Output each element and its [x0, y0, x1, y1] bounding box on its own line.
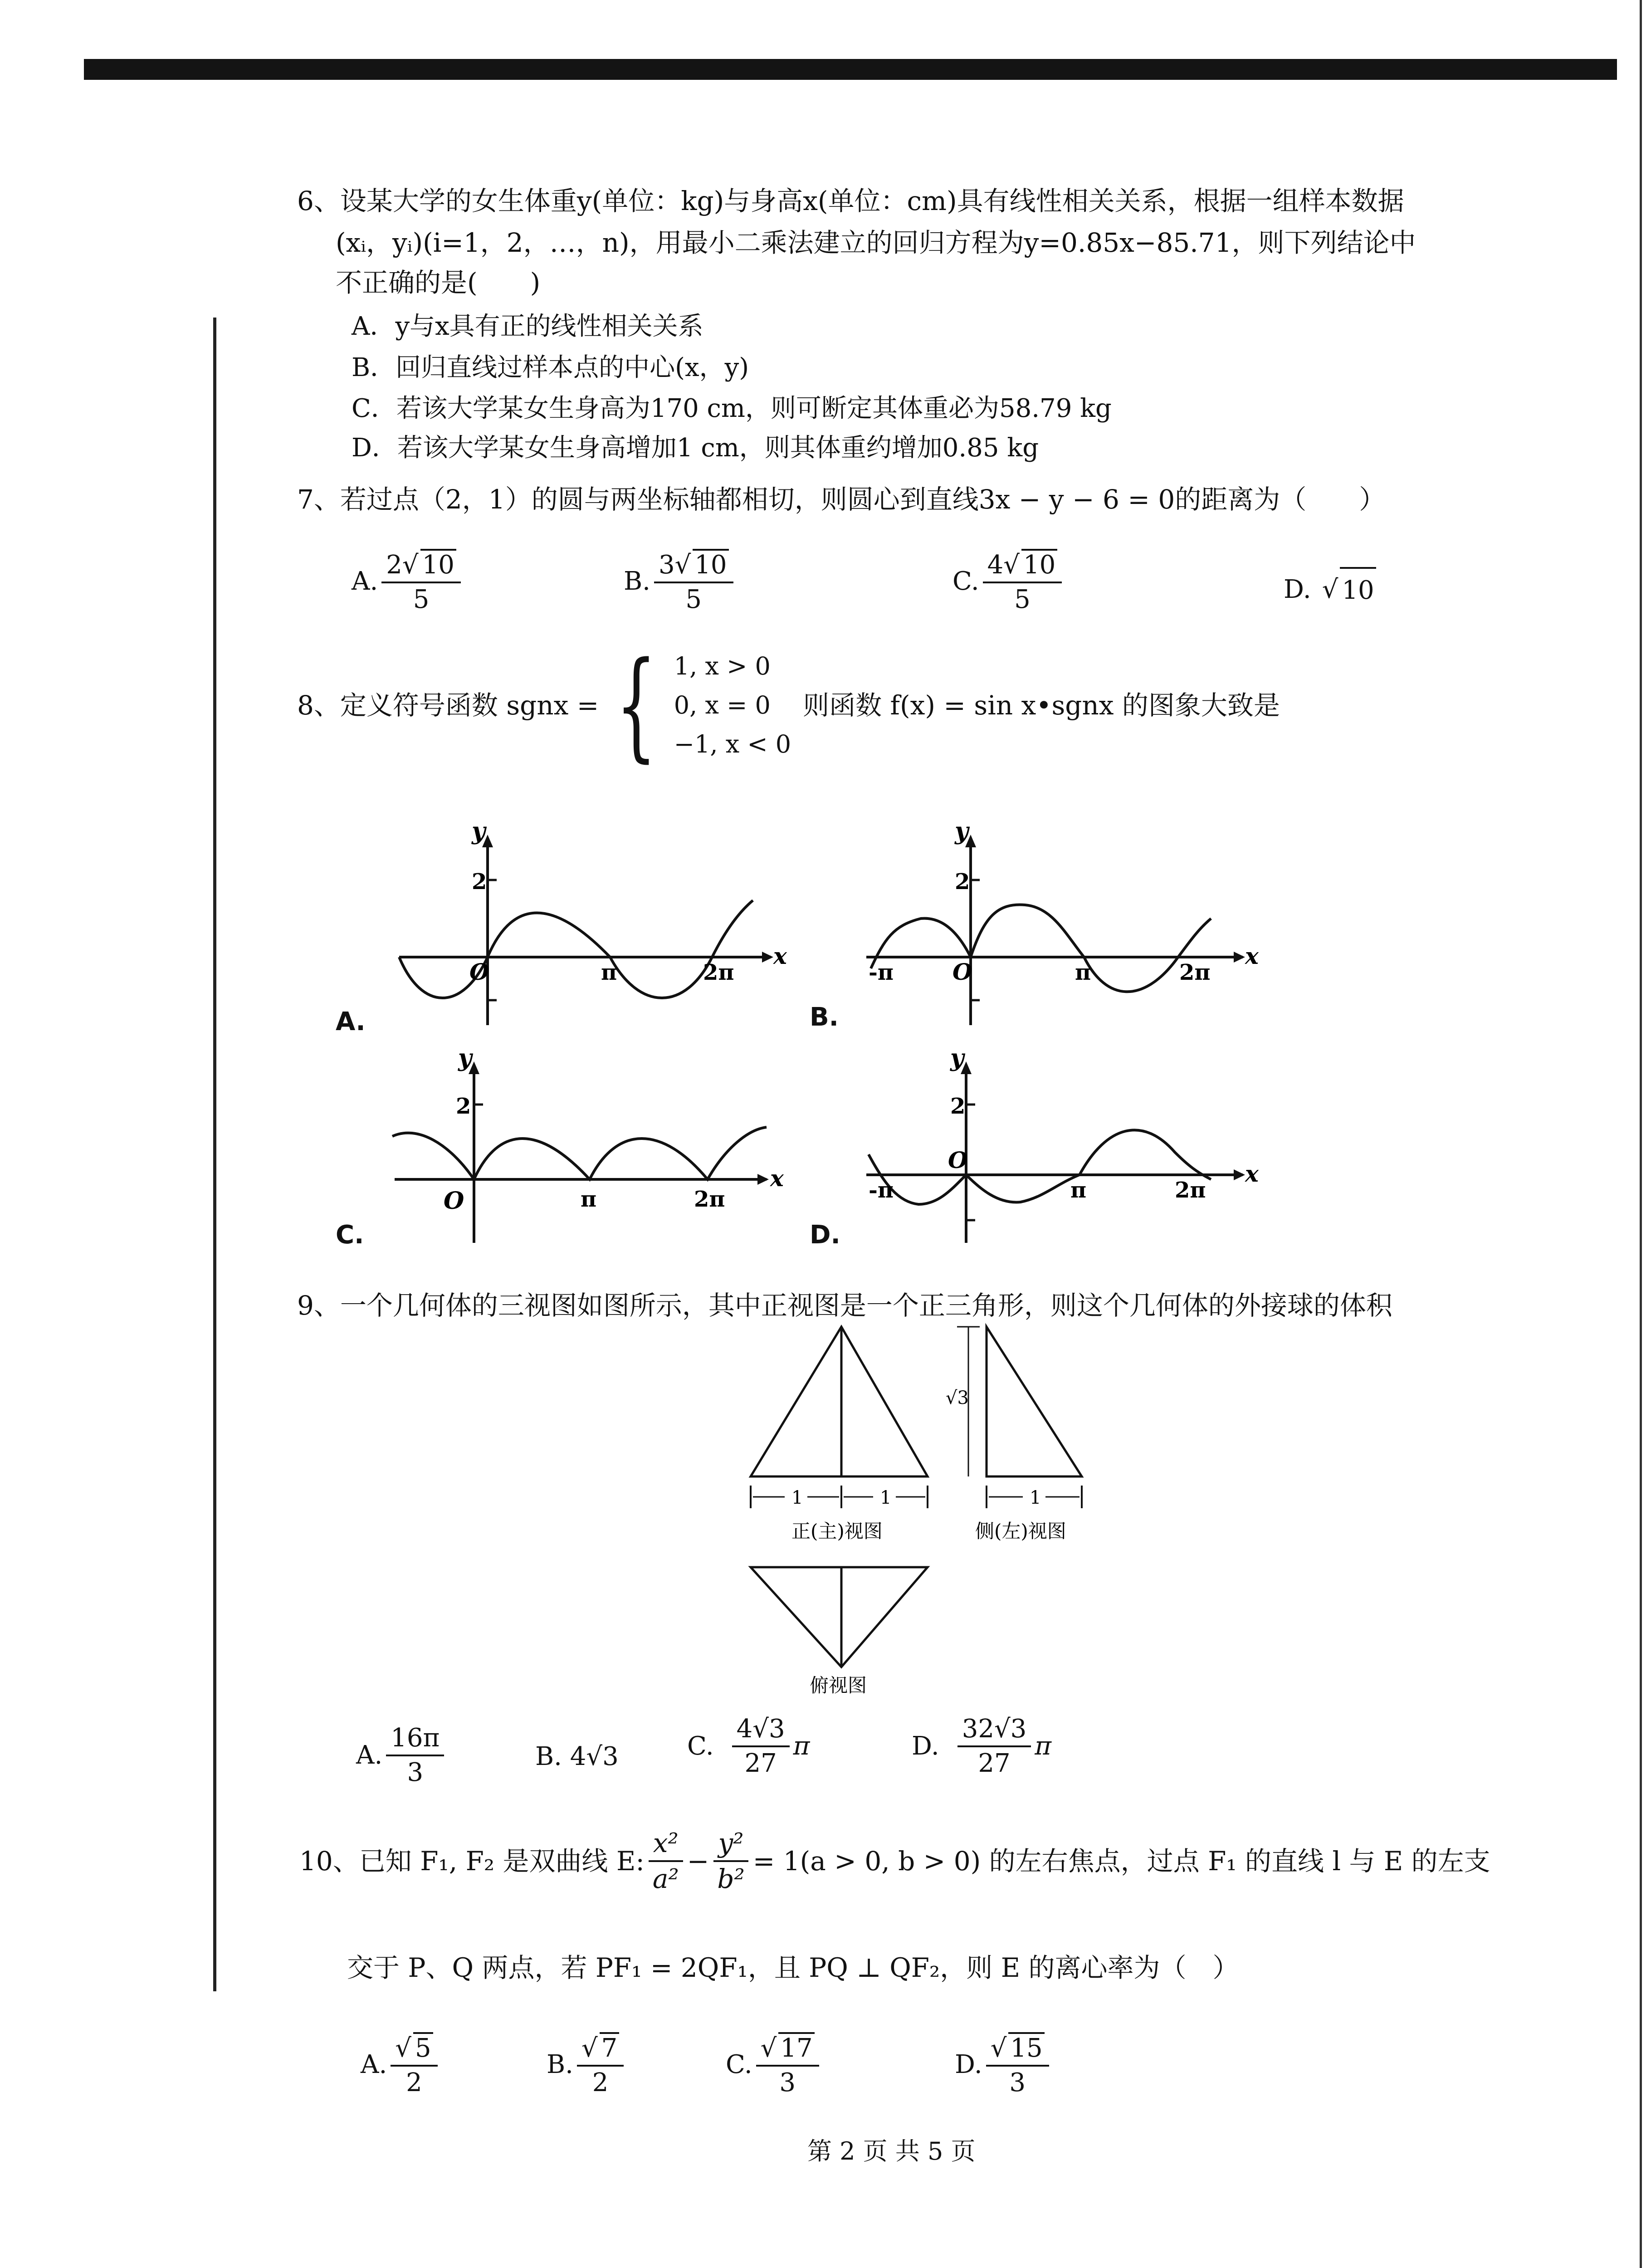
- top-view-triangle: [751, 1567, 928, 1667]
- graph-b-origin: O: [952, 958, 972, 985]
- q7-a-coef: 2: [386, 550, 402, 580]
- q9-a-den: 3: [407, 1758, 424, 1788]
- q6-line3: 不正确的是( ): [336, 267, 541, 298]
- q10-line2: 交于 P、Q 两点，若 PF₁ = 2QF₁，且 PQ ⊥ QF₂，则 E 的离心率为（ ）: [347, 1952, 1239, 1983]
- q7-option-b-label: B.: [624, 567, 650, 596]
- q9-option-b: [535, 1735, 619, 1779]
- q10-a-rad: 5: [413, 2032, 433, 2063]
- graph-c-y-tick: 2: [456, 1094, 471, 1119]
- q9-stem: 9、一个几何体的三视图如图所示，其中正视图是一个正三角形，则这个几何体的外接球的体积: [297, 1290, 1392, 1321]
- q7-c-den: 5: [1014, 585, 1031, 615]
- q10-b-den: 2: [592, 2068, 609, 2098]
- q9-d-den: 27: [978, 1749, 1011, 1779]
- graph-c-x-label: x: [770, 1165, 784, 1192]
- side-dim-height: √3: [946, 1388, 969, 1408]
- q10-a-den: 2: [406, 2068, 422, 2098]
- left-margin-rule: [213, 318, 216, 1991]
- q7-b-rad: 10: [693, 549, 728, 580]
- q8-brace: {: [615, 637, 657, 774]
- graph-a-y-tick: 2: [472, 869, 487, 894]
- q9-d-pi: π: [1035, 1731, 1052, 1761]
- side-view-triangle: [987, 1327, 1082, 1476]
- graph-c-curve: [392, 1127, 767, 1179]
- graph-d-curve: [869, 1130, 1211, 1204]
- q9-a-num: 16π: [386, 1724, 444, 1756]
- q8-stem: [297, 637, 1280, 774]
- front-caption: 正(主)视图: [791, 1520, 883, 1542]
- q6-option-c: C．若该大学某女生身高为170 cm，则可断定其体重必为58.79 kg: [352, 394, 1112, 423]
- q9-option-d: [912, 1715, 1051, 1779]
- top-black-bar: [84, 59, 1617, 80]
- q8-suffix: 则函数 f(x) = sin x•sgnx 的图象大致是: [803, 690, 1280, 721]
- graph-b-y-label: y: [955, 817, 969, 845]
- graph-a-curve: [399, 900, 753, 998]
- q9-option-c-label: C.: [687, 1731, 714, 1761]
- q10-prefix: 10、已知 F₁, F₂ 是双曲线 E:: [299, 1845, 645, 1877]
- q10-option-a-label: A.: [361, 2050, 387, 2080]
- q7-b-den: 5: [685, 585, 702, 615]
- q7-option-b-fraction: $\frac{3√ 10}{5}$: [654, 549, 733, 615]
- side-caption: 侧(左)视图: [975, 1520, 1066, 1542]
- graph-b-x-label: x: [1245, 943, 1259, 969]
- graph-d-tick-2pi: 2π: [1175, 1178, 1206, 1203]
- q10-f1-den: a²: [652, 1863, 679, 1894]
- q8-graph-c: [390, 1044, 784, 1258]
- graph-c-label: C.: [336, 1220, 364, 1250]
- graph-c-origin: O: [444, 1187, 464, 1215]
- q7-option-c-label: C.: [952, 567, 979, 596]
- graph-a-x-label: x: [773, 943, 787, 969]
- graph-b-label: B.: [810, 1002, 839, 1032]
- q7-option-d-label: D.: [1284, 575, 1311, 604]
- graph-d-tick-negpi: -π: [869, 1178, 894, 1203]
- graph-b-curve: [871, 904, 1211, 992]
- graph-a-tick-2pi: 2π: [703, 960, 734, 985]
- q8-graph-c-svg: [390, 1044, 784, 1256]
- q6-option-b: B．回归直线过样本点的中心(x，y): [352, 353, 749, 382]
- q7-b-coef: 3: [658, 550, 675, 580]
- q10-option-b-label: B.: [547, 2050, 573, 2080]
- q10-d-rad: 15: [1008, 2032, 1044, 2063]
- q7-a-den: 5: [413, 585, 430, 615]
- q8-case2: 0, x = 0: [674, 691, 771, 719]
- q9-option-a: [356, 1724, 448, 1788]
- q9-d-num: 32√3: [957, 1715, 1031, 1747]
- graph-b-tick-negpi: -π: [869, 960, 894, 985]
- q9-option-a-label: A.: [356, 1740, 383, 1770]
- q9-option-b-value: 4√3: [570, 1742, 619, 1771]
- graph-c-y-label: y: [458, 1044, 472, 1072]
- graph-a-tick-pi: π: [601, 960, 617, 985]
- graph-b-tick-pi: π: [1075, 960, 1091, 985]
- top-caption: 俯视图: [810, 1674, 867, 1696]
- right-edge-shadow: [1640, 0, 1642, 2268]
- q8-graph-a: [395, 817, 787, 1031]
- q7-a-rad: 10: [420, 549, 456, 580]
- q10-option-d-label: D.: [955, 2050, 982, 2080]
- q10-option-c-label: C.: [726, 2050, 752, 2080]
- q8-cases: [674, 647, 791, 764]
- q7-option-c: [952, 549, 1065, 615]
- q8-case3: −1, x < 0: [674, 730, 791, 758]
- graph-d-origin: O: [948, 1147, 968, 1173]
- q9-option-b-label: B.: [535, 1742, 562, 1771]
- q7-d-rad: 10: [1340, 567, 1376, 612]
- graph-b-tick-2pi: 2π: [1179, 960, 1211, 985]
- q10-option-b: B. $\frac{√ 7}{2}$: [547, 2032, 627, 2098]
- q6-option-a: A．y与x具有正的线性相关关系: [352, 312, 703, 341]
- q8-graph-b: [862, 817, 1261, 1031]
- q10-d-den: 3: [1009, 2068, 1026, 2098]
- q10-line1: 10、已知 F₁, F₂ 是双曲线 E: $\frac{\text{x²}}{\text{a²}}$ − $\frac{\text{y²}}{\text{b²}}$ = 1(a > 0, b > 0) 的左右焦点，过点 F₁ 的直线 l 与 E 的左支: [299, 1828, 1490, 1894]
- q10-f1-num: x²: [649, 1828, 683, 1862]
- q7-stem: 7、若过点（2，1）的圆与两坐标轴都相切，则圆心到直线3x − y − 6 = 0的距离为（ ）: [297, 484, 1386, 515]
- q7-option-d: D. √ 10: [1284, 567, 1376, 612]
- q9-c-den: 27: [744, 1749, 777, 1779]
- q8-graph-a-svg: [395, 817, 787, 1030]
- graph-d-y-label: y: [950, 1044, 964, 1072]
- q7-option-a: [352, 549, 464, 615]
- graph-d-label: D.: [810, 1220, 840, 1250]
- q7-c-coef: 4: [987, 550, 1004, 580]
- side-dim-width: 1: [1030, 1487, 1041, 1508]
- q9-views-svg: [744, 1320, 1107, 1696]
- q10-c-den: 3: [779, 2068, 796, 2098]
- q7-option-c-fraction: $\frac{4√ 10}{5}$: [983, 549, 1062, 615]
- graph-a-origin: O: [469, 958, 489, 985]
- q8-prefix: 8、定义符号函数 sgnx =: [297, 690, 599, 721]
- graph-c-tick-pi: π: [581, 1187, 597, 1212]
- q7-option-a-fraction: $\frac{2√ 10}{5}$: [381, 549, 461, 615]
- graph-a-x-arrow: [762, 952, 773, 963]
- graph-b-y-tick: 2: [955, 869, 970, 894]
- q9-option-d-label: D.: [912, 1731, 939, 1761]
- graph-d-x-label: x: [1245, 1160, 1259, 1187]
- graph-d-y-tick: 2: [950, 1094, 966, 1119]
- q10-f2-num: y²: [713, 1828, 748, 1862]
- q8-graph-d: [862, 1044, 1261, 1258]
- q7-c-rad: 10: [1021, 549, 1057, 580]
- q8-graph-b-svg: [862, 817, 1261, 1030]
- graph-d-tick-pi: π: [1070, 1178, 1087, 1203]
- graph-c-tick-2pi: 2π: [694, 1187, 725, 1212]
- q8-graph-d-svg: [862, 1044, 1261, 1256]
- q9-c-pi: π: [793, 1731, 810, 1761]
- graph-a-y-label: y: [472, 817, 486, 845]
- q7-option-a-label: A.: [352, 567, 378, 596]
- q7-option-b: [624, 549, 737, 615]
- graph-a-label: A.: [336, 1007, 366, 1036]
- q6-line1: 6、设某大学的女生体重y(单位：kg)与身高x(单位：cm)具有线性相关关系，根据一组样本数据: [297, 186, 1404, 216]
- q10-option-c: C. $\frac{√ 17}{3}$: [726, 2032, 823, 2098]
- q6-option-d: D．若该大学某女生身高增加1 cm，则其体重约增加0.85 kg: [352, 433, 1039, 463]
- q10-option-a: A. $\frac{√ 5}{2}$: [361, 2032, 441, 2098]
- q10-c-rad: 17: [778, 2032, 814, 2063]
- front-dim-left: 1: [791, 1487, 803, 1508]
- page-footer: 第 2 页 共 5 页: [807, 2137, 976, 2165]
- q9-three-views: [744, 1320, 1107, 1698]
- q10-f2-den: b²: [717, 1863, 745, 1894]
- q8-case1: 1, x > 0: [674, 652, 771, 680]
- q9-c-num: 4√3: [732, 1715, 790, 1747]
- q9-option-c: [687, 1715, 810, 1779]
- q10-b-rad: 7: [600, 2032, 620, 2063]
- front-dim-right: 1: [880, 1487, 892, 1508]
- front-view-triangle: [751, 1327, 928, 1476]
- q10-mid: = 1(a > 0, b > 0) 的左右焦点，过点 F₁ 的直线 l 与 E 的左支: [752, 1845, 1490, 1877]
- q10-option-d: D. $\frac{√ 15}{3}$: [955, 2032, 1053, 2098]
- q6-line2: (xᵢ，yᵢ)(i=1，2，…，n)，用最小二乘法建立的回归方程为y=0.85x−85.71，则下列结论中: [336, 227, 1416, 258]
